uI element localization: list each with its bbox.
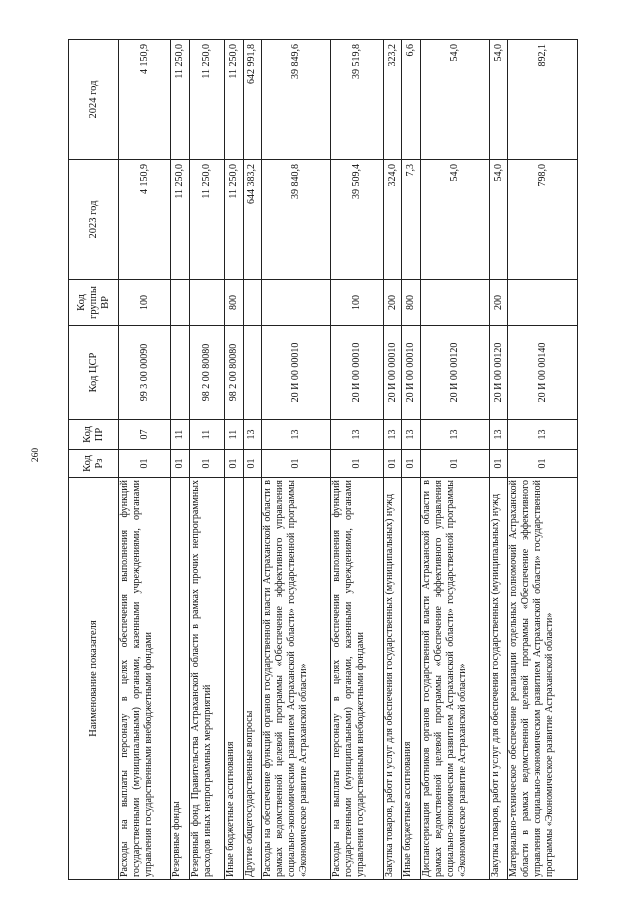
cell-vr: 200	[490, 280, 508, 326]
cell-vr	[420, 280, 489, 326]
cell-pr: 13	[383, 420, 401, 450]
cell-2024: 39 519,8	[331, 40, 383, 160]
cell-csr: 98 2 00 80080	[225, 326, 243, 420]
table-row	[490, 40, 508, 880]
cell-name: Иные бюджетные ассигнования	[402, 478, 420, 880]
cell-rz: 01	[402, 450, 420, 478]
cell-vr	[171, 280, 189, 326]
cell-pr: 13	[508, 420, 578, 450]
table-row	[262, 40, 331, 880]
cell-vr	[243, 280, 261, 326]
table-row	[402, 40, 420, 880]
cell-2023: 7,3	[402, 160, 420, 280]
cell-2024: 11 250,0	[225, 40, 243, 160]
cell-name: Закупка товаров, работ и услуг для обеспечения государственных (муниципальных) нужд	[490, 478, 508, 880]
header-2023: 2023 год	[69, 160, 119, 280]
cell-vr: 100	[119, 280, 171, 326]
cell-csr	[243, 326, 261, 420]
cell-pr: 13	[420, 420, 489, 450]
header-csr: Код ЦСР	[69, 326, 119, 420]
cell-2024: 642 991,8	[243, 40, 261, 160]
cell-2024: 6,6	[402, 40, 420, 160]
cell-name: Расходы на выплаты персоналу в целях обеспечения выполнения функций государственными (муниципальными) органами, казенными учреждениями, органами управления государственными внебюджетными фондами	[331, 478, 383, 880]
cell-csr: 20 И 00 00010	[383, 326, 401, 420]
cell-name: Расходы на выплаты персоналу в целях обеспечения выполнения функций государственными (муниципальными) органами, казенными учреждениями, органами управления государственными внебюджетными фондами	[119, 478, 171, 880]
cell-2023: 54,0	[490, 160, 508, 280]
table-row	[383, 40, 401, 880]
cell-name: Расходы на обеспечение функций органов государственной власти Астраханской области в рамках ведомственной целевой программы «Обеспечение эффективного управления социально-экономическим развитием Астраханской области» государственной программы «Экономическое развитие Астраханской области»	[262, 478, 331, 880]
cell-2024: 54,0	[490, 40, 508, 160]
cell-2024: 11 250,0	[189, 40, 224, 160]
cell-rz: 01	[490, 450, 508, 478]
cell-2024: 39 849,6	[262, 40, 331, 160]
cell-2023: 11 250,0	[225, 160, 243, 280]
table-row	[243, 40, 261, 880]
cell-vr: 800	[402, 280, 420, 326]
table-row	[420, 40, 489, 880]
cell-pr: 11	[171, 420, 189, 450]
cell-rz: 01	[508, 450, 578, 478]
header-2024: 2024 год	[69, 40, 119, 160]
cell-2023: 644 383,2	[243, 160, 261, 280]
cell-csr: 20 И 00 00010	[402, 326, 420, 420]
table-row	[171, 40, 189, 880]
cell-2024: 11 250,0	[171, 40, 189, 160]
header-pr: Код ПР	[69, 420, 119, 450]
cell-rz: 01	[171, 450, 189, 478]
cell-pr: 13	[262, 420, 331, 450]
header-name: Наименование показателя	[69, 478, 119, 880]
cell-pr: 13	[243, 420, 261, 450]
cell-name: Иные бюджетные ассигнования	[225, 478, 243, 880]
header-vr: Код группы ВР	[69, 280, 119, 326]
page-number: 260	[31, 447, 41, 463]
cell-vr: 800	[225, 280, 243, 326]
cell-vr: 200	[383, 280, 401, 326]
table-row	[225, 40, 243, 880]
cell-2023: 39 840,8	[262, 160, 331, 280]
table-row	[331, 40, 383, 880]
cell-csr	[171, 326, 189, 420]
cell-rz: 01	[119, 450, 171, 478]
cell-2023: 798,0	[508, 160, 578, 280]
cell-vr	[262, 280, 331, 326]
cell-2023: 11 250,0	[171, 160, 189, 280]
cell-csr: 20 И 00 00140	[508, 326, 578, 420]
cell-rz: 01	[262, 450, 331, 478]
table-row	[508, 40, 578, 880]
cell-2024: 4 150,9	[119, 40, 171, 160]
cell-2024: 323,2	[383, 40, 401, 160]
cell-vr	[508, 280, 578, 326]
cell-pr: 07	[119, 420, 171, 450]
cell-name: Резервный фонд Правительства Астраханской области в рамках прочих непрограммных расходов иных непрограммных мероприятий	[189, 478, 224, 880]
table-row	[189, 40, 224, 880]
cell-name: Другие общегосударственные вопросы	[243, 478, 261, 880]
cell-rz: 01	[189, 450, 224, 478]
cell-csr: 99 3 00 00090	[119, 326, 171, 420]
cell-name: Резервные фонды	[171, 478, 189, 880]
cell-name: Закупка товаров, работ и услуг для обеспечения государственных (муниципальных) нужд	[383, 478, 401, 880]
cell-rz: 01	[243, 450, 261, 478]
cell-2023: 11 250,0	[189, 160, 224, 280]
table-header-row	[69, 40, 119, 880]
cell-vr	[189, 280, 224, 326]
cell-name: Материально-техническое обеспечение реализации отдельных полномочий Астраханской области в рамках ведомственной целевой программы «Обеспечение эффективного управления социально-экономическим развитием Астраханской области» государственной программы «Экономическое развитие Астраханской области»	[508, 478, 578, 880]
table-row	[119, 40, 171, 880]
budget-table	[68, 39, 578, 880]
cell-2023: 39 509,4	[331, 160, 383, 280]
cell-vr: 100	[331, 280, 383, 326]
cell-rz: 01	[225, 450, 243, 478]
cell-2024: 892,1	[508, 40, 578, 160]
cell-2023: 324,0	[383, 160, 401, 280]
cell-rz: 01	[420, 450, 489, 478]
cell-pr: 13	[490, 420, 508, 450]
cell-2024: 54,0	[420, 40, 489, 160]
cell-2023: 54,0	[420, 160, 489, 280]
cell-csr: 20 И 00 00120	[420, 326, 489, 420]
cell-2023: 4 150,9	[119, 160, 171, 280]
cell-name: Диспансеризация работников органов государственной власти Астраханской области в рамках ведомственной целевой программы «Обеспечение эффективного управления социально-экономическим развитием Астраханской области» государственной программы «Экономическое развитие Астраханской области»	[420, 478, 489, 880]
cell-csr: 98 2 00 80080	[189, 326, 224, 420]
header-rz: Код Рз	[69, 450, 119, 478]
cell-rz: 01	[383, 450, 401, 478]
cell-rz: 01	[331, 450, 383, 478]
cell-csr: 20 И 00 00010	[331, 326, 383, 420]
cell-csr: 20 И 00 00010	[262, 326, 331, 420]
cell-pr: 11	[189, 420, 224, 450]
cell-pr: 11	[225, 420, 243, 450]
cell-pr: 13	[331, 420, 383, 450]
cell-pr: 13	[402, 420, 420, 450]
rotated-table-container	[68, 40, 578, 880]
cell-csr: 20 И 00 00120	[490, 326, 508, 420]
